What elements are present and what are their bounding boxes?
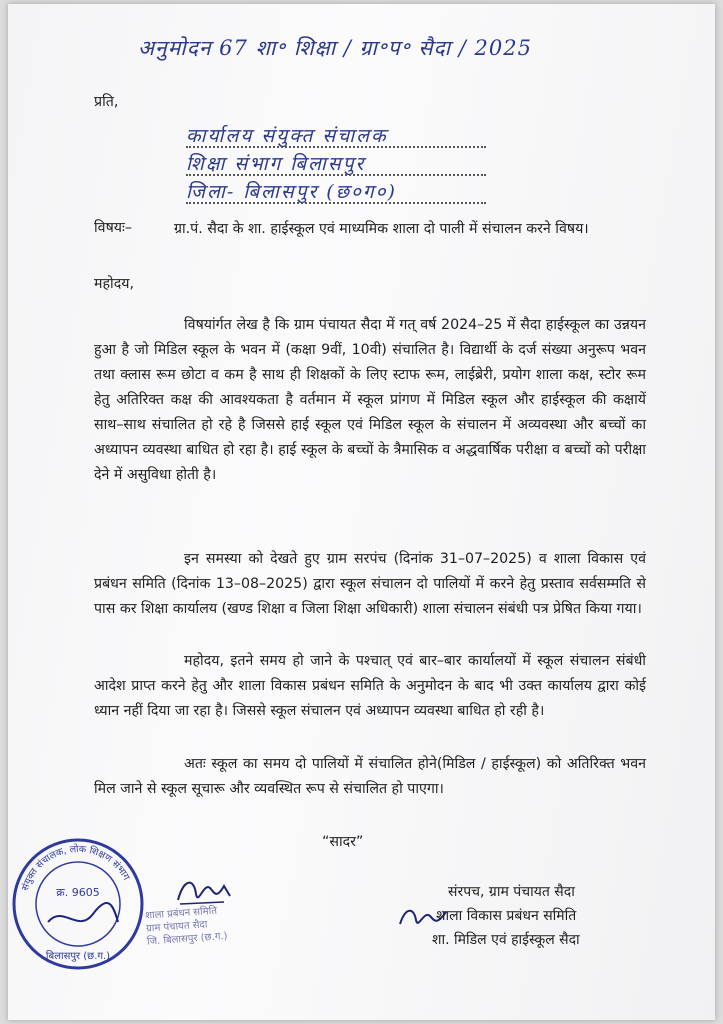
subject-label: विषयः– bbox=[94, 220, 132, 236]
letter-sheet bbox=[8, 4, 715, 1020]
signatory-line-3: शा. मिडिल एवं हाईस्कूल सैदा bbox=[432, 932, 580, 948]
committee-stamp bbox=[145, 898, 307, 948]
stamp-line-1: शाला प्रबंधन समिति bbox=[144, 905, 218, 922]
addressee-line-2: शिक्षा संभाग बिलासपुर bbox=[186, 153, 366, 175]
paragraph-2-text: इन समस्या को देखते हुए ग्राम सरपंच (दिनांक 31–07–2025) व शाला विकास एवं प्रबंधन समिति (दिनांक 13–08–2025) द्वारा स्कूल संचालन दो पालियों में करने हेतु प्रस्ताव सर्वसम्मति से पास कर शिक्षा कार्यालय (खण्ड शिक्षा व जिला शिक्षा अधिकारी) शाला संचालन संबंधी पत्र प्रेषित किया गया। bbox=[94, 551, 646, 617]
body-paragraph-2 bbox=[94, 547, 646, 622]
seal-city: बिलासपुर (छ.ग.) bbox=[45, 951, 111, 962]
dotted-line bbox=[186, 146, 486, 148]
addressee-line-3: जिला- बिलासपुर (छ०ग०) bbox=[186, 181, 397, 203]
subject-text: ग्रा.पं. सैदा के शा. हाईस्कूल एवं माध्यमिक शाला दो पाली में संचालन करने विषय। bbox=[174, 221, 589, 237]
seal-ring-text: संयुक्त संचालक, लोक शिक्षण संभाग bbox=[19, 843, 132, 893]
closing-sadar: “सादर” bbox=[322, 834, 364, 850]
seal-signature bbox=[48, 903, 118, 922]
signatory-line-1: संरपच, ग्राम पंचायत सैदा bbox=[448, 884, 575, 900]
body-paragraph-1 bbox=[94, 313, 646, 488]
paragraph-3-text: महोदय, इतने समय हो जाने के पश्चात् एवं बार–बार कार्यालयों में स्कूल संचालन संबंधी आदेश प्राप्त करने हेतु और शाला विकास प्रबंधन समिति के अनुमोदन के बाद भी उक्त कार्यालय द्वारा कोई ध्यान नहीं दिया जा रहा है। जिससे स्कूल संचालन एवं अध्यापन व्यवस्था बाधित हो रही है। bbox=[94, 653, 646, 719]
reference-number: अनुमोदन 67 शा॰ शिक्षा / ग्रा॰प॰ सैदा / 2025 bbox=[138, 36, 532, 60]
dotted-line bbox=[186, 202, 486, 204]
stamp-line-3: जि. बिलासपुर (छ.ग.) bbox=[146, 930, 228, 948]
greeting: महोदय, bbox=[94, 276, 134, 292]
paragraph-4-text: अतः स्कूल का समय दो पालियों में संचालित होने(मिडिल / हाईस्कूल) को अतिरिक्त भवन मिल जाने से स्कूल सूचारू और व्यवस्थित रूप से संचालित हो पाएगा। bbox=[94, 756, 646, 797]
body-paragraph-3 bbox=[94, 649, 646, 724]
signatory-line-2: शाला विकास प्रबंधन समिति bbox=[436, 908, 577, 924]
signatory-block bbox=[432, 880, 580, 952]
salutation-to: प्रति, bbox=[94, 94, 119, 110]
addressee-line-1: कार्यालय संयुक्त संचालक bbox=[186, 125, 388, 147]
body-paragraph-4 bbox=[94, 752, 646, 802]
paragraph-1-text: विषयांर्गत लेख है कि ग्राम पंचायत सैदा में गत् वर्ष 2024–25 में सैदा हाईस्कूल का उन्नयन हुआ है जो मिडिल स्कूल के भवन में (कक्षा 9वीं, 10वी) संचालित है। विद्यार्थी के दर्ज संख्या अनुरूप भवन तथा क्लास रूम छोटा व कम है साथ ही शिक्षकों के लिए स्टाफ रूम, लाईब्रेरी, प्रयोग शाला कक्ष, स्टोर रूम हेतु अतिरिक्त कक्ष की आवश्यकता है वर्तमान में स्कूल प्रांगण में मिडिल स्कूल और हाईस्कूल की कक्षायें साथ–साथ संचालित हो रहे है जिससे हाई स्कूल एवं मिडिल स्कूल के संचालन में अव्यवस्था और बच्चों का अध्यापन व्यवस्था बाधित हो रहा है। हाई स्कूल के बच्चों के त्रैमासिक व अद्धवार्षिक परीक्षा व बच्चों को परीक्षा देने में असुविधा होती है। bbox=[94, 317, 646, 483]
office-seal bbox=[8, 834, 148, 974]
seal-number: क्र. 9605 bbox=[56, 886, 100, 899]
stamp-line-2: ग्राम पंचायत सैदा bbox=[145, 919, 208, 935]
dotted-line bbox=[186, 174, 486, 176]
